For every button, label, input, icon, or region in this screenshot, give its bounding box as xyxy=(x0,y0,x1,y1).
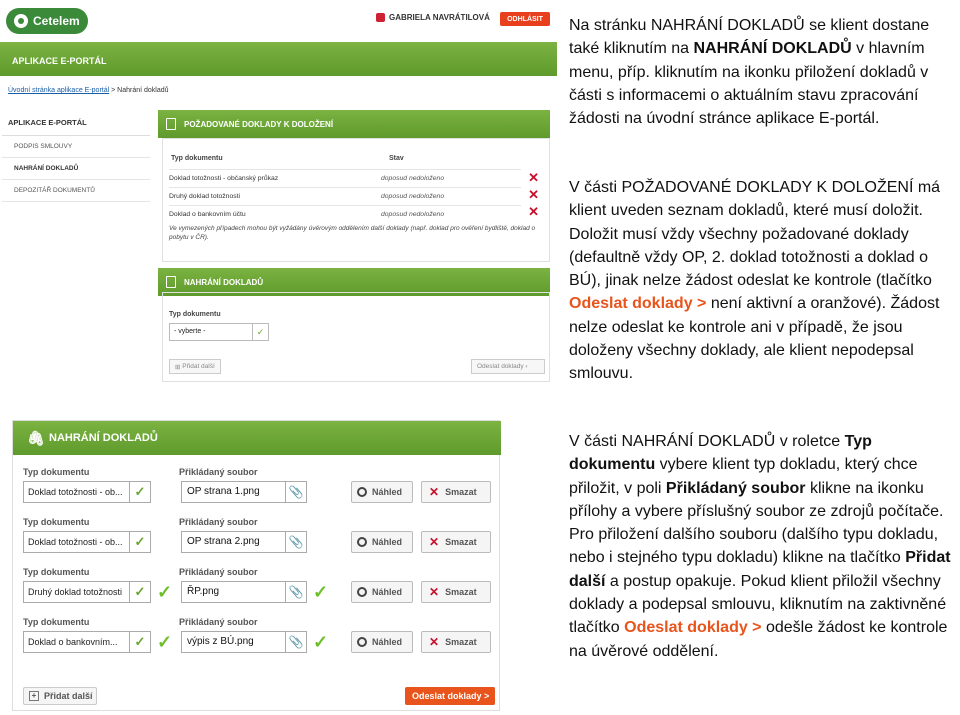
attach-icon[interactable]: 📎 xyxy=(285,531,307,553)
upload-panel-title: NAHRÁNÍ DOKLADŮ xyxy=(49,432,158,444)
logo-text: Cetelem xyxy=(33,14,80,28)
document-type-select[interactable]: Doklad o bankovním... xyxy=(23,631,151,653)
delete-button[interactable] xyxy=(421,481,491,503)
preview-label: Náhled xyxy=(372,587,403,597)
dropdown-check-icon[interactable]: ✓ xyxy=(129,531,151,553)
user-icon xyxy=(376,13,385,22)
delete-label: Smazat xyxy=(445,637,477,647)
paragraph-required-docs xyxy=(569,176,959,386)
app-title-bar: APLIKACE E-PORTÁL xyxy=(0,42,557,76)
upload-panel xyxy=(162,292,550,382)
file-label: Přikládaný soubor xyxy=(179,617,258,627)
magnifier-icon xyxy=(357,487,367,497)
dropdown-check-icon[interactable]: ✓ xyxy=(129,481,151,503)
file-field[interactable]: výpis z BÚ.png xyxy=(181,631,307,653)
select-value: - vyberte - xyxy=(174,328,206,335)
text-run: v hlavním menu, příp. kliknutím na ikonku přiložení dokladů v části s informacemi o aktuálním stavu zpracování žádosti na úvodní stránce aplikace E-portál. xyxy=(569,40,929,128)
dropdown-check-icon[interactable]: ✓ xyxy=(129,631,151,653)
text-bold: Typ dokumentu xyxy=(569,433,872,474)
file-label: Přikládaný soubor xyxy=(179,517,258,527)
add-more-label: Přidat další xyxy=(44,691,93,701)
attach-icon[interactable]: 📎 xyxy=(285,631,307,653)
preview-button[interactable] xyxy=(351,631,413,653)
missing-x-icon: ✕ xyxy=(528,170,539,185)
type-ok-check-icon: ✓ xyxy=(157,582,173,602)
row-state: doposud nedoloženo xyxy=(381,174,445,182)
type-label: Typ dokumentu xyxy=(23,517,90,527)
text-run: a postup opakuje. Pokud klient přiložil všechny doklady a podepsal smlouvu, kliknutím na zaktivněné tlačítko xyxy=(569,572,947,637)
file-ok-check-icon: ✓ xyxy=(313,632,329,652)
text-orange: Odeslat doklady > xyxy=(569,295,707,313)
paragraph-intro xyxy=(569,14,959,130)
text-orange: Odeslat doklady > xyxy=(624,619,762,637)
logout-button[interactable]: ODHLÁSIT xyxy=(500,12,550,26)
table-row xyxy=(169,187,521,204)
type-label: Typ dokumentu xyxy=(23,617,90,627)
magnifier-icon xyxy=(357,537,367,547)
delete-label: Smazat xyxy=(445,537,477,547)
user-name: GABRIELA NAVRÁTILOVÁ xyxy=(389,13,490,22)
file-field[interactable]: OP strana 2.png xyxy=(181,531,307,553)
text-run: odešle žádost ke kontrole na úvěrové oddělení. xyxy=(569,619,948,660)
magnifier-icon xyxy=(357,637,367,647)
delete-x-icon: ✕ xyxy=(429,535,440,549)
upload-row xyxy=(13,611,501,661)
file-ok-check-icon: ✓ xyxy=(313,582,329,602)
text-run: V části POŽADOVANÉ DOKLADY K DOLOŽENÍ má klient uveden seznam dokladů, které musí doložit. Doložit musí vždy všechny požadované doklady (defaultně vždy OP, 2. doklad totožnosti a doklad o BÚ), jinak nelze žádost odeslat ke kontrole (tlačítko xyxy=(569,179,941,290)
missing-x-icon: ✕ xyxy=(528,187,539,202)
preview-label: Náhled xyxy=(372,487,403,497)
plus-icon: + xyxy=(29,691,39,701)
document-type-select[interactable] xyxy=(169,323,269,341)
nav-item-upload-documents[interactable]: NAHRÁNÍ DOKLADŮ xyxy=(2,158,150,180)
delete-button[interactable] xyxy=(421,581,491,603)
upload-row xyxy=(13,461,501,511)
magnifier-icon xyxy=(357,587,367,597)
file-field[interactable]: ŘP.png xyxy=(181,581,307,603)
logo-icon xyxy=(14,14,28,28)
paperclip-icon: 🖇 xyxy=(27,430,45,446)
paragraph-upload xyxy=(569,430,959,663)
dropdown-check-icon[interactable]: ✓ xyxy=(129,581,151,603)
preview-label: Náhled xyxy=(372,537,403,547)
upload-type-label: Typ dokumentu xyxy=(169,311,221,318)
row-state: doposud nedoloženo xyxy=(381,210,445,218)
dropdown-check-icon[interactable]: ✓ xyxy=(252,324,268,340)
preview-button[interactable] xyxy=(351,581,413,603)
paperclip-icon xyxy=(166,276,176,288)
nav-item-document-depository[interactable]: DEPOZITÁŘ DOKUMENTŮ xyxy=(2,180,150,202)
delete-button[interactable] xyxy=(421,631,491,653)
bottom-screenshot xyxy=(8,418,500,711)
breadcrumb-current: Nahrání dokladů xyxy=(117,87,169,94)
row-doc: Doklad totožnosti - občanský průkaz xyxy=(169,174,279,182)
upload-row xyxy=(13,511,501,561)
send-documents-button-disabled[interactable]: Odeslat doklady › xyxy=(471,359,545,374)
delete-label: Smazat xyxy=(445,587,477,597)
text-run: V části NAHRÁNÍ DOKLADŮ v roletce xyxy=(569,433,845,450)
left-navigation xyxy=(2,110,150,202)
text-bold: NAHRÁNÍ DOKLADŮ xyxy=(693,40,852,58)
breadcrumb: Úvodní stránka aplikace E-portál > Nahrání dokladů xyxy=(8,87,169,94)
required-docs-note: Ve vymezených případech mohou být vyžádány úvěrovým oddělením další doklady (např. doklad pro ověření bydliště, doklad o pobytu v ČR). xyxy=(169,225,536,241)
user-info xyxy=(376,13,490,22)
delete-x-icon: ✕ xyxy=(429,485,440,499)
breadcrumb-home-link[interactable]: Úvodní stránka aplikace E-portál xyxy=(8,87,110,94)
col-type-header: Typ dokumentu xyxy=(171,155,223,162)
delete-button[interactable] xyxy=(421,531,491,553)
cetelem-logo[interactable] xyxy=(6,8,88,34)
required-docs-table xyxy=(162,138,550,262)
document-type-select[interactable]: Druhý doklad totožnosti xyxy=(23,581,151,603)
text-run: není aktivní a oranžové). Žádost nelze odeslat ke kontrole ani v případě, že jsou doloženy všechny doklady, ale klient nepodepsal smlouvu. xyxy=(569,295,940,383)
table-row xyxy=(169,169,521,186)
upload-panel-header xyxy=(13,421,501,455)
missing-x-icon: ✕ xyxy=(528,204,539,219)
add-more-button[interactable] xyxy=(169,359,221,374)
plus-icon: ⊞ xyxy=(175,363,183,371)
document-type-select[interactable]: Doklad totožnosti - ob... xyxy=(23,531,151,553)
delete-x-icon: ✕ xyxy=(429,585,440,599)
preview-label: Náhled xyxy=(372,637,403,647)
nav-head[interactable]: APLIKACE E-PORTÁL xyxy=(2,110,150,136)
col-state-header: Stav xyxy=(389,155,404,162)
upload-panel-filled xyxy=(12,420,500,711)
attach-icon[interactable]: 📎 xyxy=(285,481,307,503)
type-ok-check-icon: ✓ xyxy=(157,632,173,652)
send-label: Odeslat doklady xyxy=(477,363,524,370)
type-label: Typ dokumentu xyxy=(23,467,90,477)
required-docs-header xyxy=(158,110,550,138)
row-doc: Druhý doklad totožnosti xyxy=(169,192,241,200)
text-bold: Přikládaný soubor xyxy=(665,479,806,497)
upload-row xyxy=(13,561,501,611)
type-label: Typ dokumentu xyxy=(23,567,90,577)
required-docs-title: POŽADOVANÉ DOKLADY K DOLOŽENÍ xyxy=(184,119,334,129)
row-doc: Doklad o bankovním účtu xyxy=(169,210,246,218)
row-state: doposud nedoloženo xyxy=(381,192,445,200)
delete-label: Smazat xyxy=(445,487,477,497)
delete-x-icon: ✕ xyxy=(429,635,440,649)
text-run: klikne na ikonku přílohy a vybere příslušný soubor ze zdrojů počítače. Pro přiložení dalšího souboru (dalšího typu dokladu, nebo i stejného typu dokladu) klikne na tlačítko xyxy=(569,479,944,567)
attach-icon[interactable]: 📎 xyxy=(285,581,307,603)
text-bold: Přidat další xyxy=(569,549,951,590)
nav-item-sign-contract[interactable]: PODPIS SMLOUVY xyxy=(2,136,150,158)
file-label: Přikládaný soubor xyxy=(179,567,258,577)
text-run: vybere klient typ dokladu, který chce přiložit, v poli xyxy=(569,456,918,497)
preview-button[interactable] xyxy=(351,481,413,503)
text-run: Na stránku NAHRÁNÍ DOKLADŮ se klient dostane také kliknutím na xyxy=(569,17,930,58)
preview-button[interactable] xyxy=(351,531,413,553)
document-icon xyxy=(166,118,176,130)
upload-title: NAHRÁNÍ DOKLADŮ xyxy=(184,277,264,287)
add-more-label: Přidat další xyxy=(182,363,215,370)
file-field[interactable]: OP strana 1.png xyxy=(181,481,307,503)
table-row xyxy=(169,205,521,222)
send-documents-button[interactable]: Odeslat doklady > xyxy=(405,687,495,705)
top-screenshot xyxy=(0,0,557,400)
document-type-select[interactable]: Doklad totožnosti - ob... xyxy=(23,481,151,503)
file-label: Přikládaný soubor xyxy=(179,467,258,477)
add-more-button[interactable] xyxy=(23,687,97,705)
